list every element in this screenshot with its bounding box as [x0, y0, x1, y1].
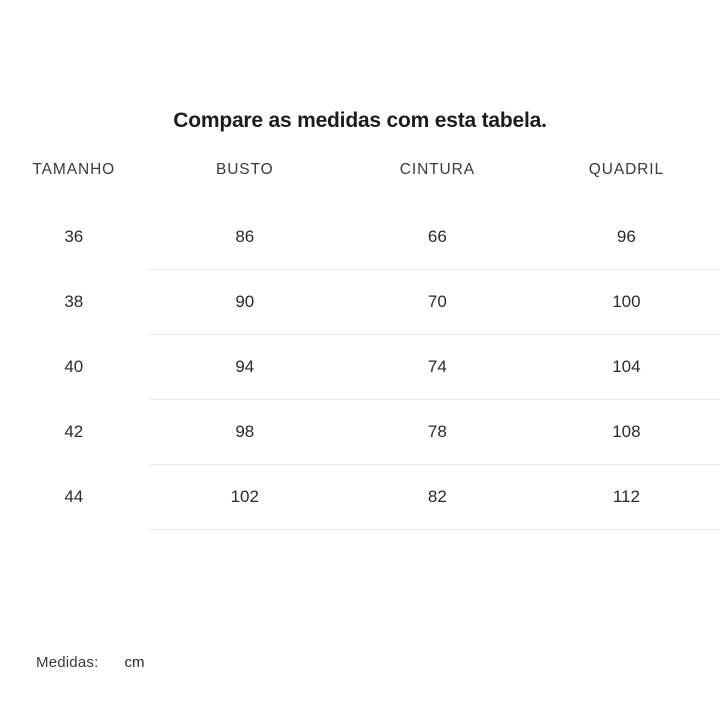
cell-tamanho: 44: [64, 487, 84, 506]
table-row: [0, 400, 720, 465]
cell-busto: 94: [148, 335, 342, 400]
cell-busto: 98: [148, 400, 342, 465]
cell-cintura: 74: [342, 335, 533, 400]
cell-busto: 102: [148, 465, 342, 530]
column-header-tamanho: TAMANHO: [32, 161, 116, 178]
column-header-busto: BUSTO: [215, 161, 274, 178]
table-header-row: [0, 161, 720, 205]
table-head: [0, 161, 720, 205]
table-row: [0, 335, 720, 400]
table-row: [0, 205, 720, 270]
column-header-cintura: CINTURA: [399, 161, 475, 178]
cell-quadril: 100: [533, 270, 720, 335]
column-header-quadril: QUADRIL: [588, 161, 664, 178]
cell-tamanho: 38: [64, 292, 84, 311]
cell-cintura: 70: [342, 270, 533, 335]
table-row: [0, 465, 720, 530]
cell-tamanho: 42: [64, 422, 84, 441]
cell-busto: 86: [148, 205, 342, 270]
cell-tamanho: 40: [64, 357, 84, 376]
table-body: [0, 205, 720, 530]
cell-quadril: 104: [533, 335, 720, 400]
measurement-label: Medidas:: [36, 654, 99, 671]
cell-busto: 90: [148, 270, 342, 335]
cell-cintura: 66: [342, 205, 533, 270]
table-row: [0, 270, 720, 335]
measurement-unit: cm: [124, 654, 145, 671]
size-chart-table: [0, 161, 720, 530]
cell-quadril: 108: [533, 400, 720, 465]
cell-cintura: 82: [342, 465, 533, 530]
cell-cintura: 78: [342, 400, 533, 465]
cell-quadril: 112: [533, 465, 720, 530]
cell-quadril: 96: [533, 205, 720, 270]
cell-tamanho: 36: [64, 227, 84, 246]
measurement-unit-note: [36, 654, 144, 671]
page-title: Compare as medidas com esta tabela.: [173, 109, 547, 132]
